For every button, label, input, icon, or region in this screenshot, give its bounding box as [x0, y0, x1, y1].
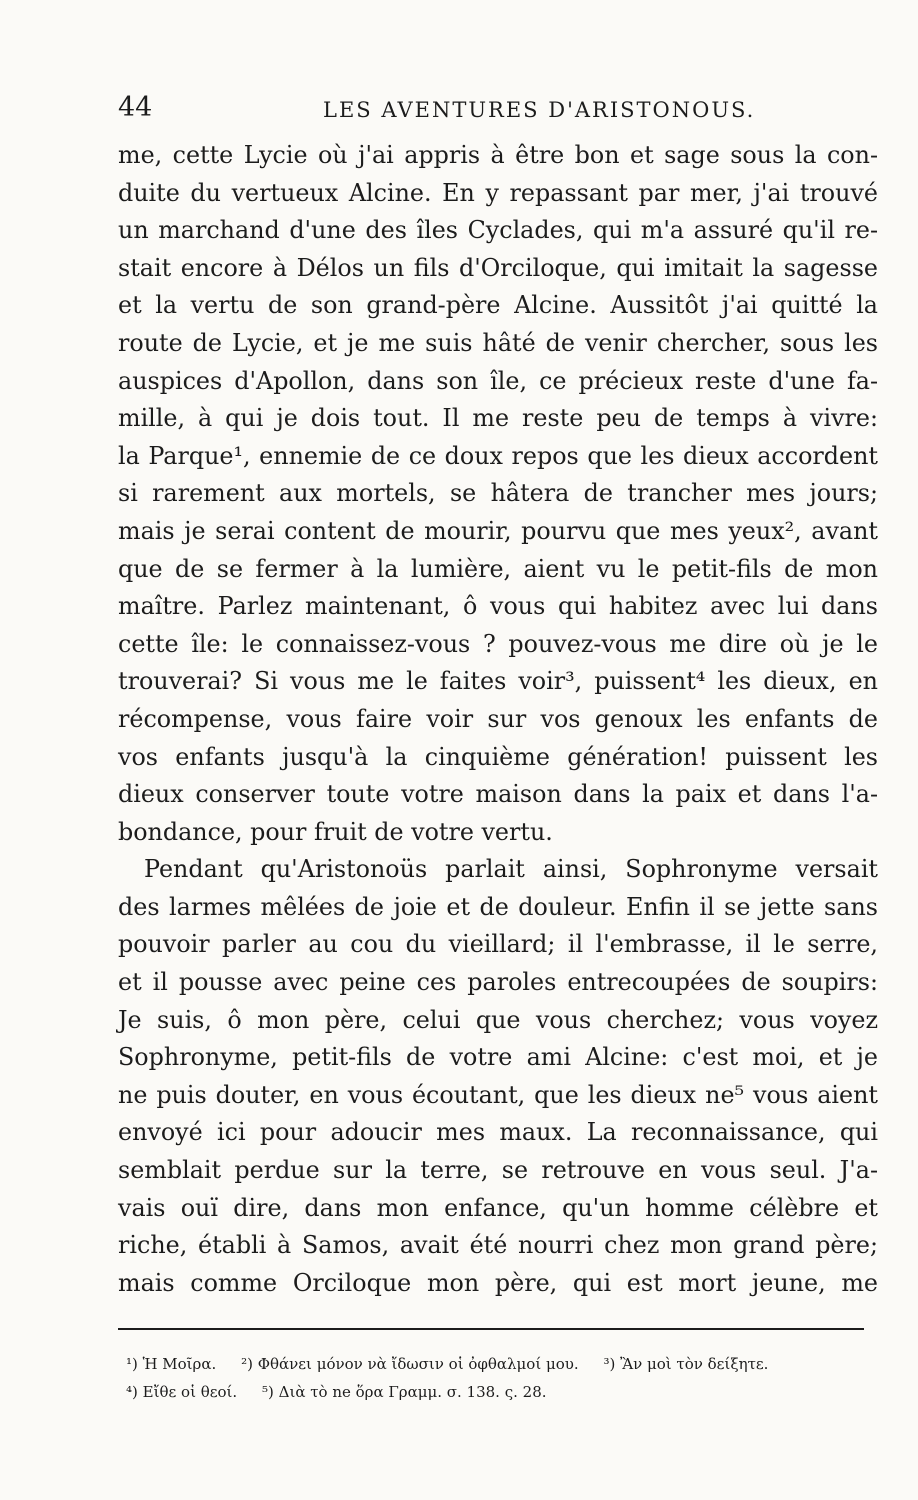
- text-line: Sophronyme, petit-fils de votre ami Alcine: c'est moi, et je: [118, 1043, 878, 1072]
- text-line: ne puis douter, en vous écoutant, que les dieux ne⁵ vous aient: [118, 1080, 878, 1109]
- footnote: ⁴) Εἴθε οἱ θεοί.: [126, 1383, 238, 1401]
- text-line: la Parque¹, ennemie de ce doux repos que les dieux accordent: [118, 441, 878, 470]
- text-line: Pendant qu'Aristonoüs parlait ainsi, Sophronyme versait: [144, 855, 878, 884]
- text-line: pouvoir parler au cou du vieillard; il l'embrasse, il le serre,: [118, 930, 878, 959]
- footnote-divider: [118, 1328, 864, 1330]
- text-line: des larmes mêlées de joie et de douleur. Enfin il se jette sans: [118, 892, 878, 921]
- running-title: LES AVENTURES D'ARISTONOUS.: [323, 98, 756, 122]
- text-line: mais je serai content de mourir, pourvu que mes yeux², avant: [118, 516, 878, 545]
- footnote-line: [126, 1378, 866, 1406]
- text-line: vos enfants jusqu'à la cinquième génération! puissent les: [118, 742, 878, 771]
- text-line: envoyé ici pour adoucir mes maux. La reconnaissance, qui: [118, 1118, 878, 1147]
- text-line: me, cette Lycie où j'ai appris à être bon et sage sous la con-: [118, 141, 878, 169]
- footnote: ¹) Ἡ Μοῖρα.: [126, 1355, 217, 1373]
- text-line: dieux conserver toute votre maison dans la paix et dans l'a-: [118, 780, 878, 809]
- text-line: mais comme Orciloque mon père, qui est mort jeune, me: [118, 1268, 878, 1297]
- text-line: que de se fermer à la lumière, aient vu le petit-fils de mon: [118, 554, 878, 583]
- text-line: auspices d'Apollon, dans son île, ce précieux reste d'une fa-: [118, 366, 878, 395]
- text-line: stait encore à Délos un fils d'Orciloque, qui imitait la sagesse: [118, 253, 878, 282]
- footnotes: [126, 1350, 866, 1406]
- text-line: vais ouï dire, dans mon enfance, qu'un homme célèbre et: [118, 1193, 878, 1222]
- text-line: bondance, pour fruit de votre vertu.: [118, 817, 553, 846]
- text-line: duite du vertueux Alcine. En y repassant par mer, j'ai trouvé: [118, 178, 878, 207]
- footnote: ³) Ἂν μοὶ τὸν δείξητε.: [603, 1355, 769, 1373]
- text-line: récompense, vous faire voir sur vos genoux les enfants de: [118, 704, 878, 733]
- text-line: route de Lycie, et je me suis hâté de venir chercher, sous les: [118, 328, 878, 357]
- text-line: si rarement aux mortels, se hâtera de trancher mes jours;: [118, 479, 878, 508]
- text-line: maître. Parlez maintenant, ô vous qui habitez avec lui dans: [118, 592, 878, 621]
- text-line: trouverai? Si vous me le faites voir³, puissent⁴ les dieux, en: [118, 667, 878, 696]
- text-line: Je suis, ô mon père, celui que vous cherchez; vous voyez: [118, 1005, 878, 1034]
- text-line: cette île: le connaissez-vous ? pouvez-vous me dire où je le: [118, 629, 878, 658]
- text-line: et la vertu de son grand-père Alcine. Aussitôt j'ai quitté la: [118, 291, 878, 320]
- text-line: riche, établi à Samos, avait été nourri chez mon grand père;: [118, 1231, 878, 1260]
- text-line: un marchand d'une des îles Cyclades, qui m'a assuré qu'il re-: [118, 216, 878, 245]
- main-text: [118, 137, 878, 1302]
- page-header: [118, 92, 888, 132]
- footnote-line: [126, 1350, 866, 1378]
- page-number: 44: [118, 92, 153, 123]
- footnote: ²) Φθάνει μόνον νὰ ἴδωσιν οἱ ὀφθαλμοί μου.: [241, 1355, 579, 1373]
- text-line: et il pousse avec peine ces paroles entrecoupées de soupirs:: [118, 968, 878, 997]
- text-line: semblait perdue sur la terre, se retrouve en vous seul. J'a-: [118, 1156, 878, 1185]
- footnote: ⁵) Διὰ τὸ ne ὅρα Γραμμ. σ. 138. ς. 28.: [261, 1383, 547, 1401]
- text-line: mille, à qui je dois tout. Il me reste peu de temps à vivre:: [118, 404, 878, 433]
